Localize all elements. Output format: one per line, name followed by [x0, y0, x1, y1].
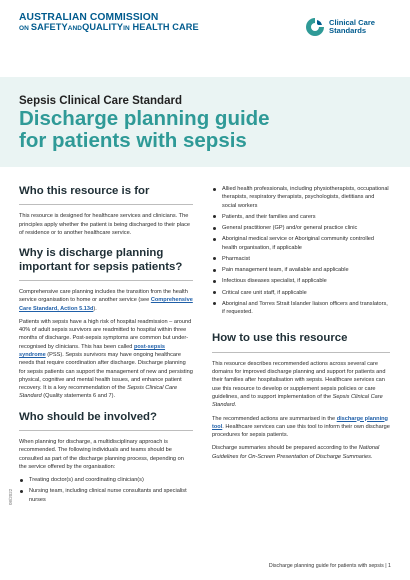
list-item: Aboriginal and Torres Strait Islander liaison officers and translators, if requested.: [212, 300, 390, 317]
post-sepsis-syndrome-link[interactable]: post-sepsis syndrome: [19, 343, 166, 359]
commission-logo: [19, 12, 199, 33]
divider: [212, 352, 390, 353]
who-resource-heading: Who this resource is for: [19, 185, 150, 197]
how-paragraph-1: This resource describes recommended actions across several care domains for improved discharge planning and support for patients and their families after hospitalisation with sepsis. Healthcare services can use this resource to develop or supplement sepsis policies or care guidelines, and to support implementation of the Sepsis Clinical Care Standard.: [212, 360, 386, 409]
how-paragraph-2: The recommended actions are summarised in the discharge planning tool. Healthcare services can use this tool to inform their own discharge procedures for sepsis patients.: [212, 415, 390, 439]
title-line-2: for patients with sepsis: [19, 129, 247, 153]
who-involved-heading: Who should be involved?: [19, 410, 157, 423]
org-line-2: ON SAFETYANDQUALITYIN HEALTH CARE: [19, 22, 199, 33]
list-item: Patients, and their families and carers: [212, 213, 390, 221]
clinical-care-standards-logo: [305, 17, 375, 37]
standard-name: Sepsis Clinical Care Standard: [19, 95, 182, 107]
list-item: Pain management team, if available and applicable: [212, 266, 390, 274]
ccs-line-2: Standards: [329, 26, 367, 35]
involved-list-continued: [212, 185, 390, 316]
left-column: [19, 185, 193, 507]
who-involved-text: When planning for discharge, a multidisciplinary approach is recommended. The following individuals and teams should be consulted as part of the discharge planning process, depending on the service offered by the organisation:: [19, 439, 184, 470]
ccs-line-1: Clinical Care: [329, 17, 376, 27]
footer-text: Discharge planning guide for patients with sepsis | 1: [268, 563, 391, 569]
list-item: Infectious diseases specialist, if applicable: [212, 277, 390, 285]
ccs-mark-icon: [305, 17, 325, 37]
list-item: Allied health professionals, including physiotherapists, occupational therapists, respiratory therapists, psychologists, dietitians and social workers: [212, 185, 390, 210]
list-item: Treating doctor(s) and coordinating clinician(s): [19, 476, 193, 484]
comprehensive-care-standard-link[interactable]: Comprehensive Care Standard, Action 5.13d: [19, 297, 193, 312]
header: [0, 0, 410, 58]
why-heading: Why is discharge planning important for sepsis patients?: [19, 247, 183, 273]
how-to-use-heading: How to use this resource: [212, 332, 348, 345]
org-line-1: AUSTRALIAN COMMISSION: [19, 12, 159, 23]
document-code: 08/2022: [8, 488, 13, 505]
who-resource-text: This resource is designed for healthcare services and clinicians. The principles apply whether the patient is being discharged to their place of residence or to another healthcare service.: [19, 213, 191, 236]
divider: [19, 280, 193, 281]
divider: [19, 204, 193, 205]
why-paragraph-2: Patients with sepsis have a high risk of hospital readmission – around 40% of adult sepsis survivors are readmitted to hospital within three months of discharge. Post-sepsis symptoms are common but under-recognised by clinicians. This has been called post-sepsis syndrome (PSS). Sepsis survivors may have ongoing healthcare needs that require coordination after discharge. Discharge planning for sepsis patients can support the management of new and persisting physical, cognitive and mental health issues, and enhance patient recovery. It is a key recommendation of the Sepsis Clinical Care Standard (Quality statements 6 and 7).: [19, 318, 193, 400]
divider: [19, 430, 193, 431]
list-item: Nursing team, including clinical nurse consultants and specialist nurses: [19, 487, 193, 504]
discharge-planning-tool-link[interactable]: discharge planning tool: [212, 415, 388, 430]
page-title: [19, 108, 270, 152]
title-line-1: Discharge planning guide: [19, 107, 270, 130]
list-item: Aboriginal medical service or Aboriginal community controlled health organisation, if applicable: [212, 235, 390, 252]
right-column: [212, 185, 390, 466]
how-paragraph-3: Discharge summaries should be prepared according to the National Guidelines for On-Screen Presentation of Discharge Summaries.: [212, 445, 380, 460]
involved-list: [19, 476, 193, 504]
list-item: Critical care unit staff, if applicable: [212, 289, 390, 297]
list-item: General practitioner (GP) and/or general practice clinic: [212, 224, 390, 232]
list-item: Pharmacist: [212, 255, 390, 263]
why-paragraph-1: Comprehensive care planning includes the transition from the health service organisation to home or another service (see Comprehensive Care Standard, Action 5.13d).: [19, 289, 193, 312]
